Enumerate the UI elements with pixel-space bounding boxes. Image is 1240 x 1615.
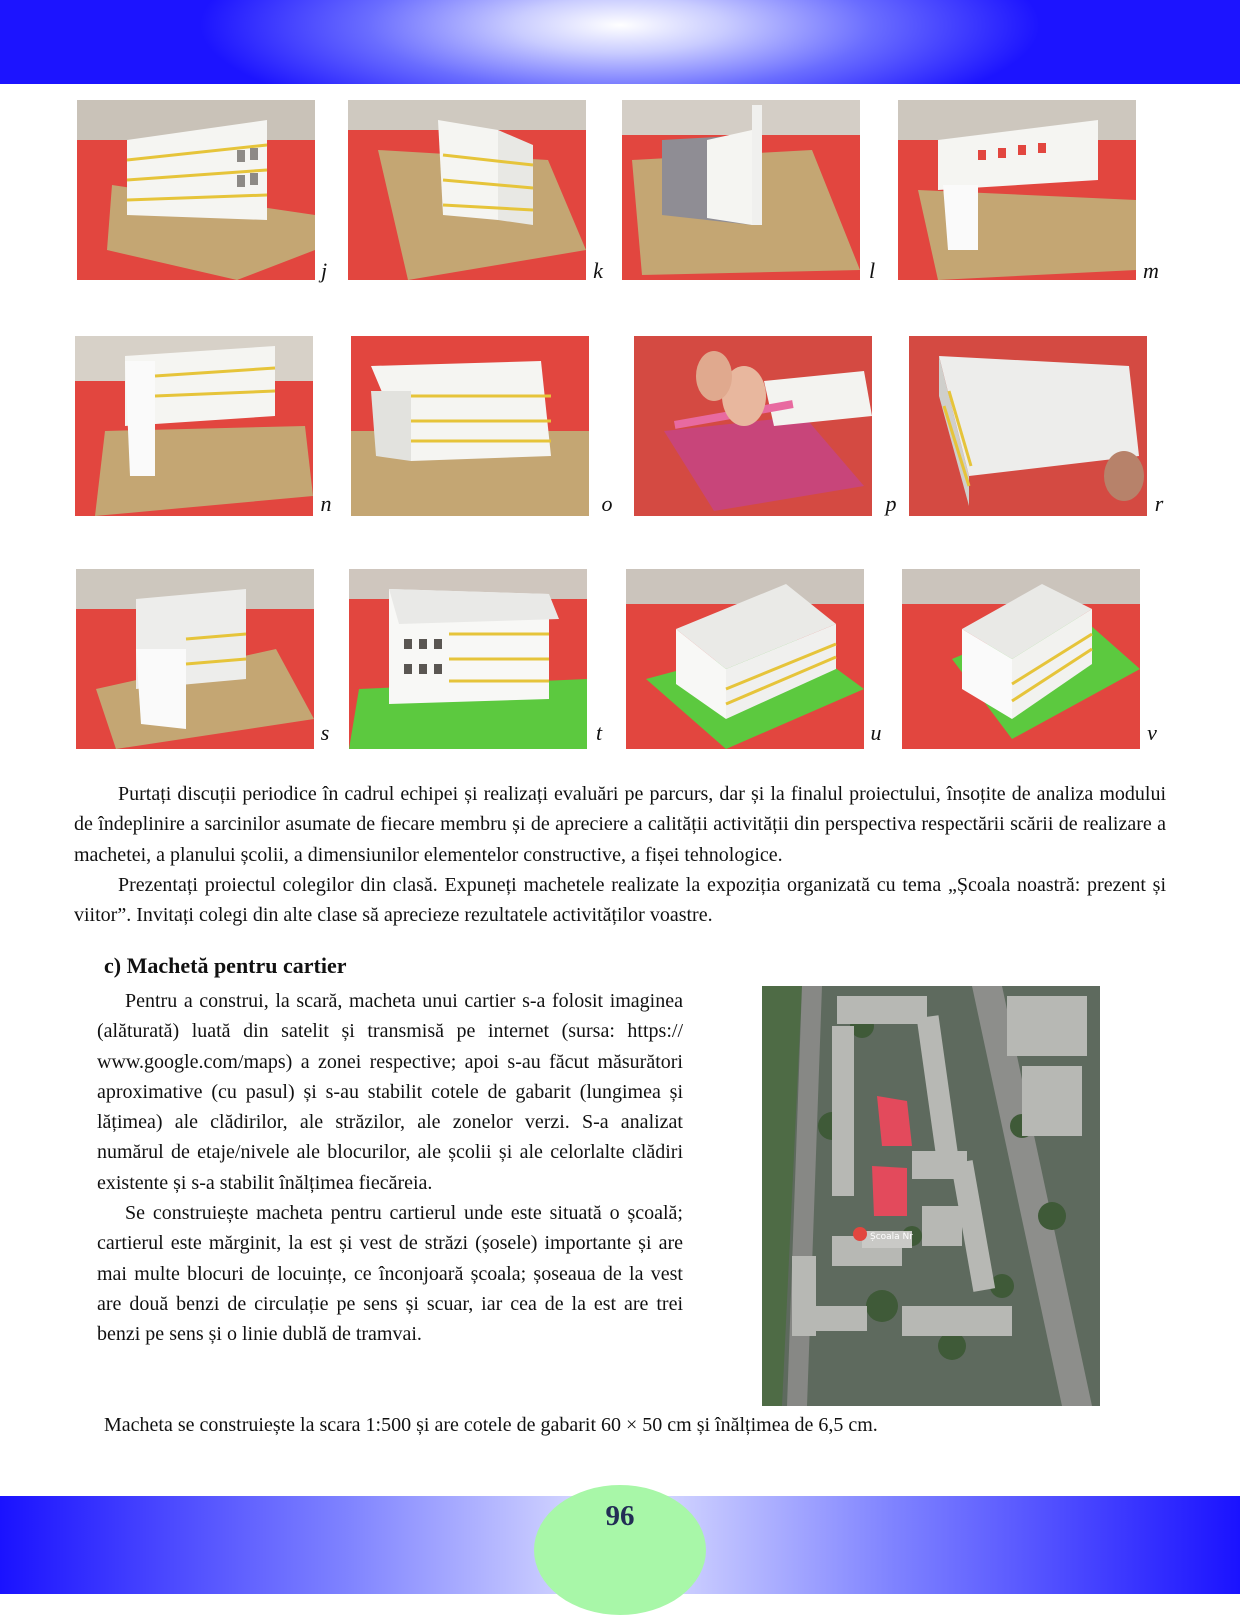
photo-m — [898, 100, 1136, 280]
photo-p — [634, 336, 872, 516]
top-decorative-band — [0, 0, 1240, 84]
section-text — [97, 986, 683, 1350]
photo-letter-t: t — [595, 720, 603, 745]
paragraph-scale — [74, 1410, 1166, 1441]
satellite-map-image — [762, 986, 1100, 1406]
photo-letter-u: u — [870, 720, 882, 745]
photo-letter-n: n — [320, 491, 332, 516]
photo-n — [75, 336, 313, 516]
map-school-label: Școala Nr — [870, 1232, 913, 1242]
photo-letter-m: m — [1143, 258, 1159, 283]
photo-letter-r: r — [1154, 491, 1164, 516]
photo-letter-k: k — [593, 258, 603, 283]
main-text — [74, 779, 1166, 930]
photo-letter-p: p — [885, 491, 897, 516]
photo-letter-o: o — [601, 491, 613, 516]
paragraph-presentation: Prezentați proiectul colegilor din clasă. Expuneți machetele realizate la expoziția organizată cu tema „Școala noastră: prezent și viitor”. Invitați colegi din alte clase să aprecieze rezultatele activităților voastre. — [74, 873, 1166, 927]
photo-t — [349, 569, 587, 749]
paragraph-satellite: Pentru a construi, la scară, macheta unui cartier s-a folosit imaginea (alăturată) luată din satelit și transmisă pe internet (sursa: https:// www.google.com/maps) a zonei respective; apoi s-au făcut măsurători aproximative (cu pasul) și s-au stabilit cotele de gabarit (lungimea și lățimea) ale clădirilor, ale străzilor, ale zonelor verzi. S-a analizat numărul de etaje/nivele ale blocurilor, ale școlii și ale celorlalte clădiri existente și s-a stabilit înălțimea fiecăreia. — [97, 990, 683, 1194]
photo-s — [76, 569, 314, 749]
photo-r — [909, 336, 1147, 516]
photo-letter-j: j — [320, 258, 328, 283]
scale-text: Macheta se construiește la scara 1:500 și are cotele de gabarit 60 × 50 cm și înălțimea de 6,5 cm. — [104, 1414, 878, 1436]
paragraph-neighbourhood: Se construiește macheta pentru cartierul unde este situată o școală; cartierul este mărginit, la est și vest de străzi (șosele) importante și are mai multe blocuri de locuințe, ce înconjoară școala; șoseaua de la vest are două benzi de circulație pe sens și scuar, iar cea de la est are trei benzi pe sens și o linie dublă de tramvai. — [97, 1202, 683, 1346]
photo-l — [622, 100, 860, 280]
section-heading: c) Machetă pentru cartier — [104, 953, 347, 978]
photo-letter-l: l — [868, 258, 876, 283]
photo-letter-s: s — [320, 720, 330, 745]
photo-v — [902, 569, 1140, 749]
photo-j — [77, 100, 315, 280]
photo-o — [351, 336, 589, 516]
page-number: 96 — [605, 1500, 635, 1532]
photo-letter-v: v — [1147, 720, 1157, 745]
photo-k — [348, 100, 586, 280]
photo-u — [626, 569, 864, 749]
paragraph-evaluation: Purtați discuții periodice în cadrul echipei și realizați evaluări pe parcurs, dar și la finalul proiectului, însoțite de analiza modului de îndeplinire a sarcinilor asumate de fiecare membru și de apreciere a calității activității din perspectiva respectării scării de realizare a machetei, a planului școlii, a dimensiunilor elementelor constructive, a fișei tehnologice. — [74, 783, 1166, 866]
